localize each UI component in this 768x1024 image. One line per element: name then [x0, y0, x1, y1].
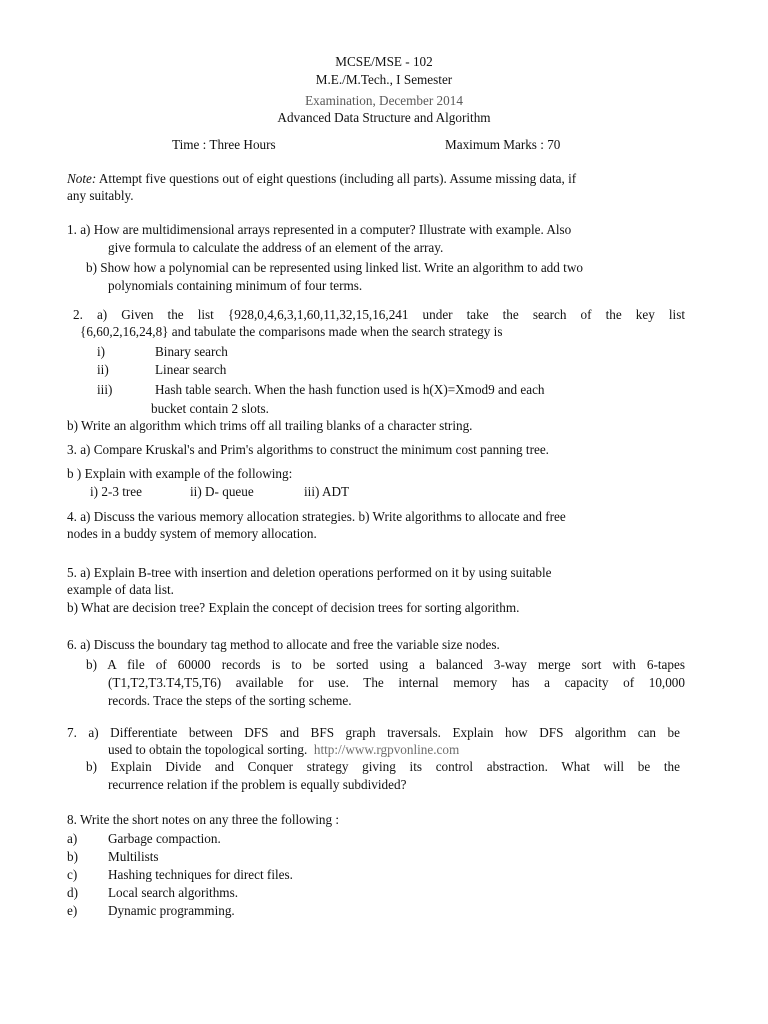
q2-item-cont: bucket contain 2 slots. [151, 401, 269, 416]
note-label: Note: [67, 171, 97, 186]
q6a-line: 6. a) Discuss the boundary tag method to allocate and free the variable size nodes. [67, 637, 500, 652]
q8-item-text: Garbage compaction. [108, 831, 221, 846]
q1b-line-2: polynomials containing minimum of four terms. [108, 278, 363, 293]
q8-item-num: c) [67, 867, 78, 882]
q3a-line: 3. a) Compare Kruskal's and Prim's algorithms to construct the minimum cost panning tree. [67, 442, 549, 457]
website-link[interactable]: http://www.rgpvonline.com [313, 742, 460, 757]
q2b-line: b) Write an algorithm which trims off all trailing blanks of a character string. [67, 418, 473, 433]
q8-item-text: Dynamic programming. [108, 903, 235, 918]
q3-option-3: iii) ADT [304, 484, 350, 499]
q8-item-text: Local search algorithms. [108, 885, 238, 900]
time-label: Time : Three Hours [172, 137, 276, 152]
q2a-line-2: {6,60,2,16,24,8} and tabulate the comparisons made when the search strategy is [80, 324, 503, 339]
course-line: M.E./M.Tech., I Semester [315, 72, 453, 87]
q5-line-1: 5. a) Explain B-tree with insertion and deletion operations performed on it by using suitable [67, 565, 552, 580]
q1b-line-1: b) Show how a polynomial can be represented using linked list. Write an algorithm to add two [86, 260, 583, 275]
note-line-2: any suitably. [67, 188, 134, 203]
q2a-line-1: 2. a) Given the list {928,0,4,6,3,1,60,11,32,15,16,241 under take the search of the key list [73, 307, 685, 322]
note-text: Attempt five questions out of eight questions (including all parts). Assume missing data, if [96, 171, 577, 186]
q3-option-1: i) 2-3 tree [90, 484, 142, 499]
q2-item-num: i) [97, 344, 106, 359]
q3-option-2: ii) D- queue [190, 484, 254, 499]
q7a-line-2 [108, 741, 459, 759]
q8-item-num: e) [67, 903, 78, 918]
q2-item-num: iii) [97, 382, 113, 397]
q1a-line-2: give formula to calculate the address of an element of the array. [108, 240, 444, 255]
q7b-line-1: b) Explain Divide and Conquer strategy giving its control abstraction. What will be the [86, 759, 680, 774]
q1a-line-1: 1. a) How are multidimensional arrays represented in a computer? Illustrate with example. Also [67, 222, 572, 237]
q7b-line-2: recurrence relation if the problem is equally subdivided? [108, 777, 407, 792]
q2-item-num: ii) [97, 362, 109, 377]
paper-code: MCSE/MSE - 102 [335, 54, 433, 69]
q6b-line-2: (T1,T2,T3.T4,T5,T6) available for use. The internal memory has a capacity of 10,000 [108, 675, 685, 690]
q8-item-num: b) [67, 849, 78, 864]
q5-line-2: example of data list. [67, 582, 174, 597]
q2-item-text: Binary search [155, 344, 228, 359]
subject-title: Advanced Data Structure and Algorithm [277, 110, 491, 125]
q6b-line-1: b) A file of 60000 records is to be sorted using a balanced 3-way merge sort with 6-tapes [86, 657, 685, 672]
q5-line-3: b) What are decision tree? Explain the concept of decision trees for sorting algorithm. [67, 600, 520, 615]
q4-line-2: nodes in a buddy system of memory allocation. [67, 526, 317, 541]
note-line-1 [67, 170, 576, 188]
q4-line-1: 4. a) Discuss the various memory allocation strategies. b) Write algorithms to allocate and free [67, 509, 566, 524]
exam-line: Examination, December 2014 [305, 93, 463, 108]
q2-item-text: Hash table search. When the hash function used is h(X)=Xmod9 and each [155, 382, 545, 397]
q8-item-num: a) [67, 831, 78, 846]
q8-item-num: d) [67, 885, 78, 900]
q8-item-text: Hashing techniques for direct files. [108, 867, 293, 882]
q7a-text: used to obtain the topological sorting. [108, 742, 308, 757]
q7a-line-1: 7. a) Differentiate between DFS and BFS graph traversals. Explain how DFS algorithm can be [67, 725, 680, 740]
q8-item-text: Multilists [108, 849, 159, 864]
q6b-line-3: records. Trace the steps of the sorting scheme. [108, 693, 352, 708]
q3b-line: b ) Explain with example of the following: [67, 466, 293, 481]
q8-title: 8. Write the short notes on any three the following : [67, 812, 340, 827]
max-marks-label: Maximum Marks : 70 [445, 137, 561, 152]
q2-item-text: Linear search [155, 362, 227, 377]
